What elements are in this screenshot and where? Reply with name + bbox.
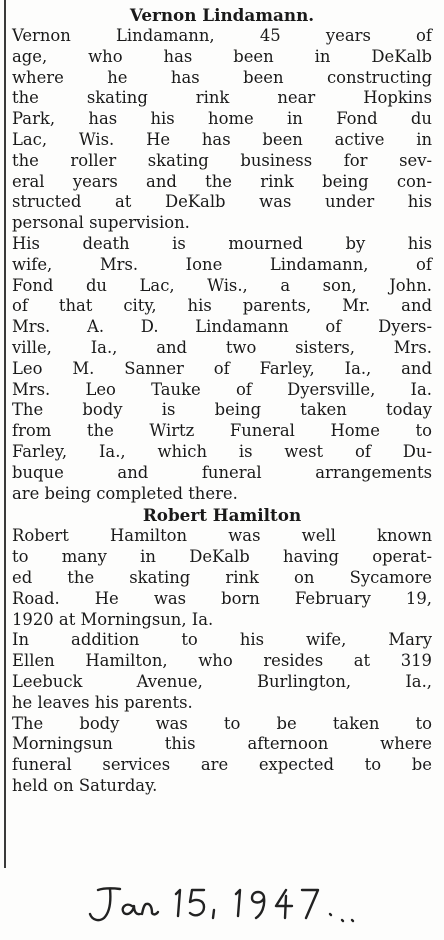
headline-robert-hamilton: Robert Hamilton (142, 505, 302, 526)
article-line: ed the skating rink on Sycamore (12, 567, 432, 587)
article-line: age, who has been in DeKalb (12, 46, 432, 66)
article-line: Fond du Lac, Wis., a son, John. (12, 275, 432, 295)
article-line: buque and funeral arrangements (12, 462, 432, 482)
headline-vernon-lindamann: Vernon Lindamann. (129, 5, 315, 25)
article-column (12, 4, 432, 797)
article-line: In addition to his wife, Mary (12, 630, 432, 650)
article-line: 1920 at Morningsun, Ia. (12, 609, 214, 629)
article-line: Morningsun this afternoon where (12, 734, 432, 754)
article-line: Vernon Lindamann, 45 years of (12, 26, 432, 45)
article-line: to many in DeKalb having operat- (12, 547, 432, 567)
article-line: are being completed there. (12, 483, 238, 503)
article-line: personal supervision. (12, 213, 190, 233)
article-line: Leebuck Avenue, Burlington, Ia., (12, 671, 432, 691)
article-line: held on Saturday. (12, 775, 158, 795)
article-line: Mrs. Leo Tauke of Dyersville, Ia. (12, 379, 432, 399)
column-rule (4, 0, 6, 868)
handwritten-date (80, 876, 380, 932)
article-line: The body was to be taken to (12, 713, 432, 733)
article-line: Mrs. A. D. Lindamann of Dyers- (12, 317, 432, 337)
article-line: the roller skating business for sev- (12, 150, 432, 170)
article-line: Robert Hamilton was well known (12, 526, 432, 546)
article-line: ville, Ia., and two sisters, Mrs. (12, 337, 432, 357)
article-line: the skating rink near Hopkins (12, 88, 432, 108)
article-line: His death is mourned by his (12, 233, 432, 253)
article-line: Ellen Hamilton, who resides at 319 (12, 651, 432, 671)
article-line: Park, has his home in Fond du (12, 109, 432, 129)
article-line: wife, Mrs. Ione Lindamann, of (12, 254, 432, 274)
article-line: funeral services are expected to be (12, 755, 432, 775)
article-line: structed at DeKalb was under his (12, 192, 432, 212)
article-line: Road. He was born February 19, (12, 588, 432, 608)
article-line: of that city, his parents, Mr. and (12, 296, 432, 316)
article-line: Farley, Ia., which is west of Du- (12, 441, 432, 461)
article-line: he leaves his parents. (12, 692, 193, 712)
article-line: Leo M. Sanner of Farley, Ia., and (12, 358, 432, 378)
article-line: The body is being taken today (12, 400, 432, 420)
article-line: Lac, Wis. He has been active in (12, 129, 432, 149)
article-line: where he has been constructing (12, 67, 432, 87)
article-line: eral years and the rink being con- (12, 171, 432, 191)
article-line: from the Wirtz Funeral Home to (12, 421, 432, 441)
